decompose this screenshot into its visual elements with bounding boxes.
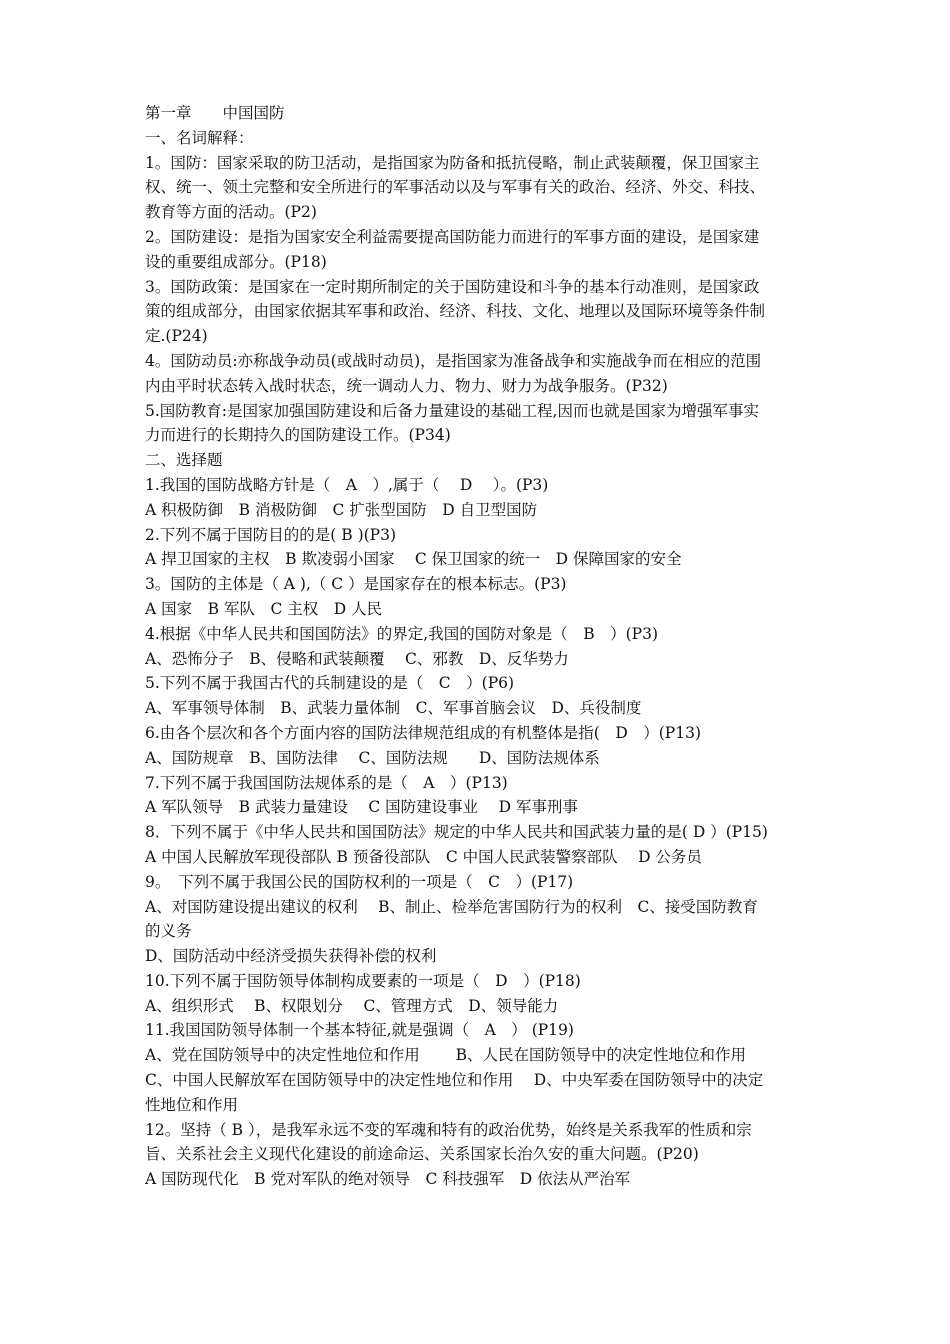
- options-line: A、军事领导体制 B、武装力量体制 C、军事首脑会议 D、兵役制度: [145, 699, 642, 718]
- question-line: 6.由各个层次和各个方面内容的国防法律规范组成的有机整体是指( D ）(P13): [145, 723, 702, 742]
- text-line: 内由平时状态转入战时状态，统一调动人力、物力、财力为战争服务。(P32): [145, 376, 668, 395]
- question-line: 5.下列不属于我国古代的兵制建设的是（ C ）(P6): [145, 674, 515, 693]
- options-line: A 国家 B 军队 C 主权 D 人民: [145, 599, 383, 618]
- text-line: 4。国防动员:亦称战争动员(或战时动员)，是指国家为准备战争和实施战争而在相应的范围: [145, 351, 762, 370]
- question-line: 12。坚持（ B ），是我军永远不变的军魂和特有的政治优势，始终是关系我军的性质和宗: [145, 1120, 752, 1139]
- text-line: 权、统一、领土完整和安全所进行的军事活动以及与军事有关的政治、经济、外交、科技、: [145, 178, 766, 197]
- options-line: A、对国防建设提出建议的权利 B、制止、检举危害国防行为的权利 C、接受国防教育: [145, 897, 758, 916]
- section-heading: 一、名词解释：: [145, 128, 254, 147]
- text-line: 1。国防：国家采取的防卫活动，是指国家为防备和抵抗侵略，制止武装颠覆，保卫国家主: [145, 153, 760, 172]
- question-line: 8．下列不属于《中华人民共和国国防法》规定的中华人民共和国武装力量的是( D ）(P15): [145, 823, 768, 842]
- document-body: [145, 101, 825, 1192]
- question-line: 9。 下列不属于我国公民的国防权利的一项是（ C ）(P17): [145, 872, 574, 891]
- options-line: A、组织形式 B、权限划分 C、管理方式 D、领导能力: [145, 996, 559, 1015]
- question-line: 11.我国国防领导体制一个基本特征,就是强调（ A ） (P19): [145, 1021, 574, 1040]
- text-line: 3。国防政策：是国家在一定时期所制定的关于国防建设和斗争的基本行动准则，是国家政: [145, 277, 760, 296]
- text-line: 2。国防建设：是指为国家安全利益需要提高国防能力而进行的军事方面的建设，是国家建: [145, 227, 760, 246]
- text-line: 定.(P24): [145, 327, 208, 346]
- options-line: A、恐怖分子 B、侵略和武装颠覆 C、邪教 D、反华势力: [145, 649, 569, 668]
- text-line: 设的重要组成部分。(P18): [145, 252, 327, 271]
- options-line: A 中国人民解放军现役部队 B 预备役部队 C 中国人民武装警察部队 D 公务员: [145, 847, 702, 866]
- options-line: A 军队领导 B 武装力量建设 C 国防建设事业 D 军事刑事: [145, 798, 578, 817]
- options-line: A 国防现代化 B 党对军队的绝对领导 C 科技强军 D 依法从严治军: [145, 1170, 631, 1189]
- chapter-title: 第一章 中国国防: [145, 104, 285, 122]
- options-line: A 积极防御 B 消极防御 C 扩张型国防 D 自卫型国防: [145, 500, 538, 519]
- options-line: A 捍卫国家的主权 B 欺凌弱小国家 C 保卫国家的统一 D 保障国家的安全: [145, 550, 682, 569]
- text-line: 策的组成部分，由国家依据其军事和政治、经济、科技、文化、地理以及国际环境等条件制: [145, 302, 766, 321]
- question-line: 旨、关系社会主义现代化建设的前途命运、关系国家长治久安的重大问题。(P20): [145, 1145, 699, 1164]
- options-line: 性地位和作用: [145, 1095, 239, 1114]
- options-line: A、党在国防领导中的决定性地位和作用 B、人民在国防领导中的决定性地位和作用: [145, 1046, 747, 1065]
- text-line: 力而进行的长期持久的国防建设工作。(P34): [145, 426, 451, 445]
- options-line: 的义务: [145, 922, 192, 941]
- question-line: 4.根据《中华人民共和国国防法》的界定,我国的国防对象是（ B ）(P3): [145, 624, 658, 643]
- text-line: 5.国防教育:是国家加强国防建设和后备力量建设的基础工程,因而也就是国家为增强军事实: [145, 401, 759, 420]
- options-line: A、国防规章 B、国防法律 C、国防法规 D、国防法规体系: [145, 748, 600, 767]
- options-line: D、国防活动中经济受损失获得补偿的权利: [145, 947, 437, 966]
- question-line: 2.下列不属于国防目的的是( B )(P3): [145, 525, 397, 544]
- section-heading: 二、选择题: [145, 451, 223, 470]
- question-line: 1.我国的国防战略方针是（ A ）,属于（ D ）。(P3): [145, 475, 549, 494]
- options-line: C、中国人民解放军在国防领导中的决定性地位和作用 D、中央军委在国防领导中的决定: [145, 1071, 764, 1090]
- question-line: 7.下列不属于我国国防法规体系的是（ A ）(P13): [145, 773, 508, 792]
- question-line: 3。国防的主体是（ A ),（ C ）是国家存在的根本标志。(P3): [145, 575, 567, 594]
- question-line: 10.下列不属于国防领导体制构成要素的一项是（ D ）(P18): [145, 971, 581, 990]
- text-line: 教育等方面的活动。(P2): [145, 203, 317, 222]
